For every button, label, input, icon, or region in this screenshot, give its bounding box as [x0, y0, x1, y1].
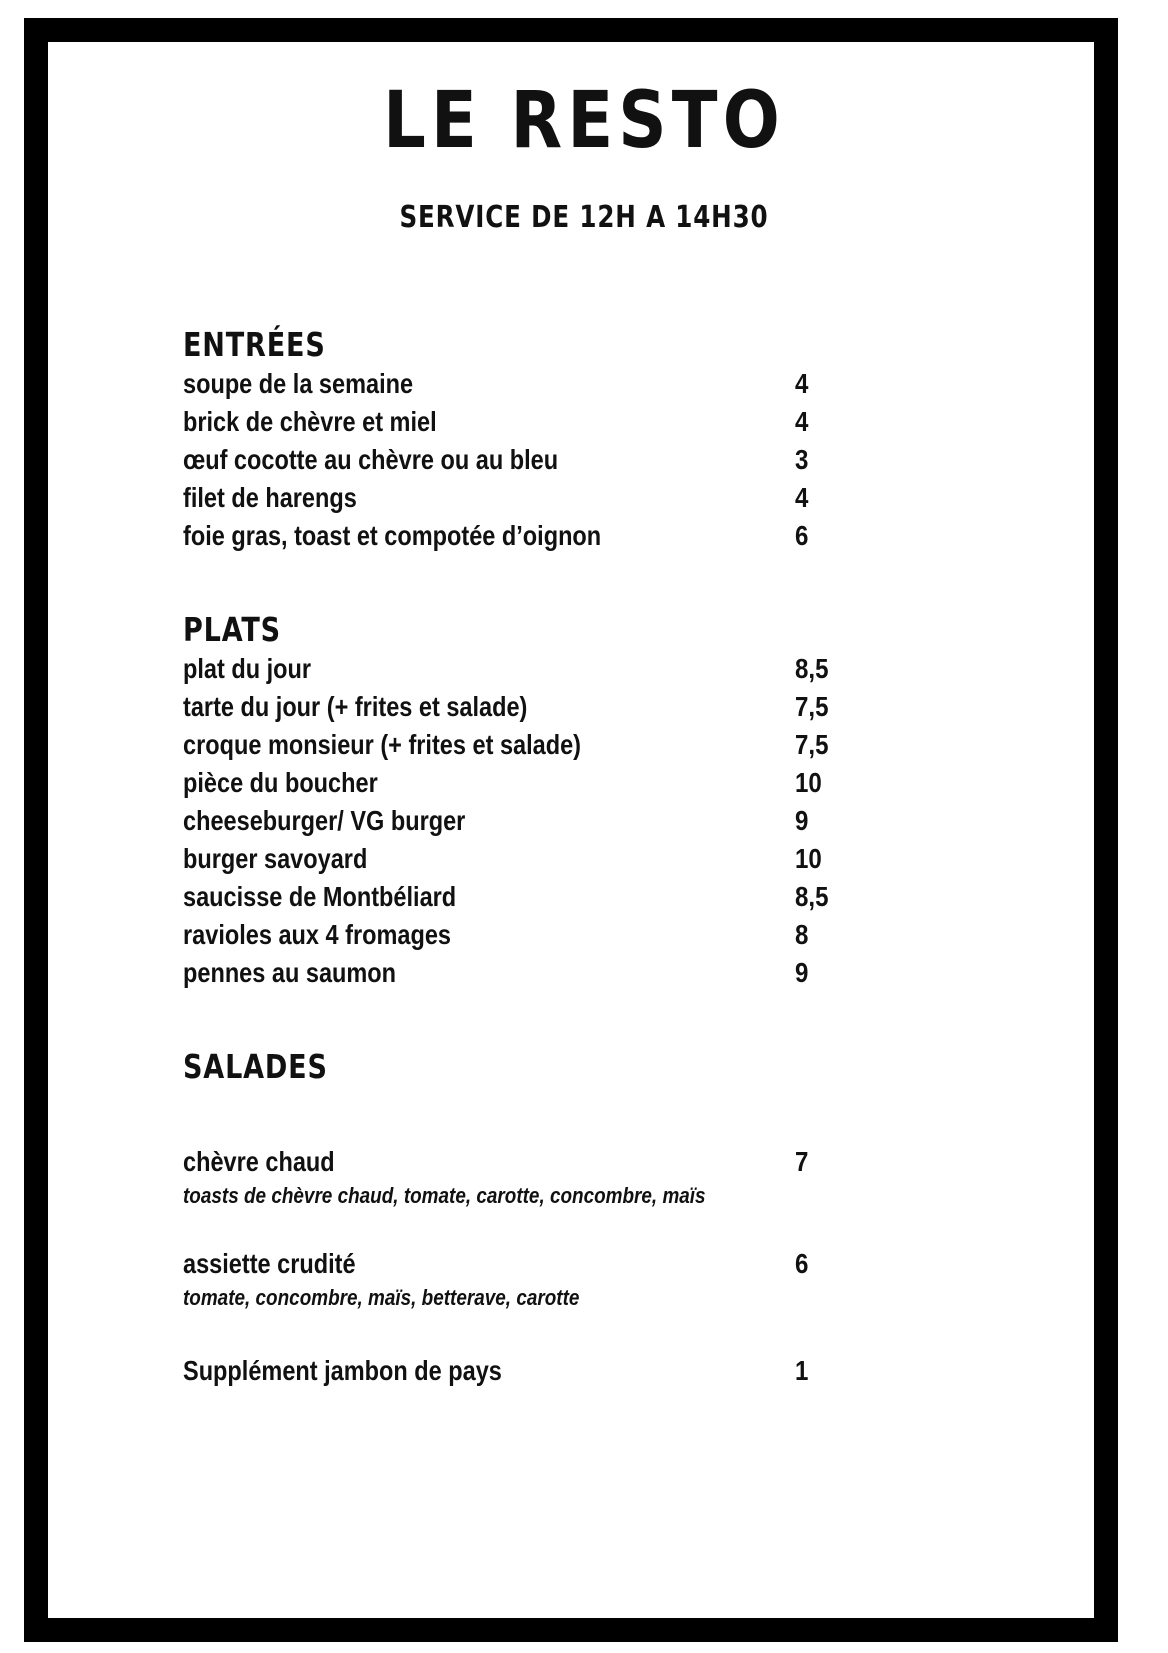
menu-item-price: 8 — [795, 919, 809, 950]
menu-item-price: 7,5 — [795, 691, 829, 722]
menu-item — [183, 881, 853, 919]
menu-item — [183, 691, 853, 729]
menu-item-price: 8,5 — [795, 881, 829, 912]
menu-item-price: 7,5 — [795, 729, 829, 760]
menu-item-name: Supplément jambon de pays — [183, 1355, 502, 1386]
menu-item-name: assiette crudité — [183, 1248, 356, 1279]
menu-item-price: 4 — [795, 482, 809, 513]
menu-item — [183, 444, 853, 482]
menu-item — [183, 520, 853, 558]
menu-item-price: 4 — [795, 406, 809, 437]
menu-item-price: 7 — [795, 1146, 809, 1177]
section-title-plats: PLATS — [183, 610, 281, 649]
menu-item-name: tarte du jour (+ frites et salade) — [183, 691, 528, 722]
menu-item — [183, 1248, 853, 1286]
menu-item-name: foie gras, toast et compotée d’oignon — [183, 520, 602, 551]
menu-item-name: croque monsieur (+ frites et salade) — [183, 729, 582, 760]
section-title-entrees: ENTRÉES — [183, 325, 326, 364]
menu-item — [183, 957, 853, 995]
menu-item-price: 9 — [795, 957, 809, 988]
service-hours: SERVICE DE 12H A 14H30 — [399, 200, 769, 235]
menu-item-name: chèvre chaud — [183, 1146, 335, 1177]
menu-item — [183, 1146, 853, 1184]
menu-item-name: saucisse de Montbéliard — [183, 881, 457, 912]
menu-item-name: soupe de la semaine — [183, 368, 414, 399]
menu-item — [183, 1355, 853, 1393]
menu-item — [183, 843, 853, 881]
menu-item-price: 4 — [795, 368, 809, 399]
menu-item-price: 3 — [795, 444, 809, 475]
menu-item — [183, 653, 853, 691]
menu-item — [183, 406, 853, 444]
restaurant-title: LE RESTO — [383, 76, 785, 166]
menu-item-name: pennes au saumon — [183, 957, 397, 988]
menu-item — [183, 482, 853, 520]
menu-item-description: toasts de chèvre chaud, tomate, carotte, concombre, maïs — [183, 1183, 706, 1208]
menu-item — [183, 919, 853, 957]
section-title-salades: SALADES — [183, 1047, 328, 1086]
menu-item-name: filet de harengs — [183, 482, 357, 513]
menu-item-description: tomate, concombre, maïs, betterave, carotte — [183, 1285, 580, 1310]
menu-item-name: plat du jour — [183, 653, 312, 684]
menu-item-name: pièce du boucher — [183, 767, 378, 798]
menu-item-name: cheeseburger/ VG burger — [183, 805, 466, 836]
menu-item-price: 6 — [795, 1248, 809, 1279]
menu-item-price: 10 — [795, 767, 822, 798]
menu-item-name: brick de chèvre et miel — [183, 406, 437, 437]
menu-item-price: 9 — [795, 805, 809, 836]
menu-item-name: œuf cocotte au chèvre ou au bleu — [183, 444, 559, 475]
menu-item — [183, 805, 853, 843]
menu-item-price: 10 — [795, 843, 822, 874]
menu-item — [183, 767, 853, 805]
menu-item-name: burger savoyard — [183, 843, 368, 874]
menu-item-name: ravioles aux 4 fromages — [183, 919, 451, 950]
menu-item-price: 1 — [795, 1355, 809, 1386]
menu-item-price: 6 — [795, 520, 809, 551]
menu-item-price: 8,5 — [795, 653, 829, 684]
menu-item — [183, 368, 853, 406]
menu-item — [183, 729, 853, 767]
